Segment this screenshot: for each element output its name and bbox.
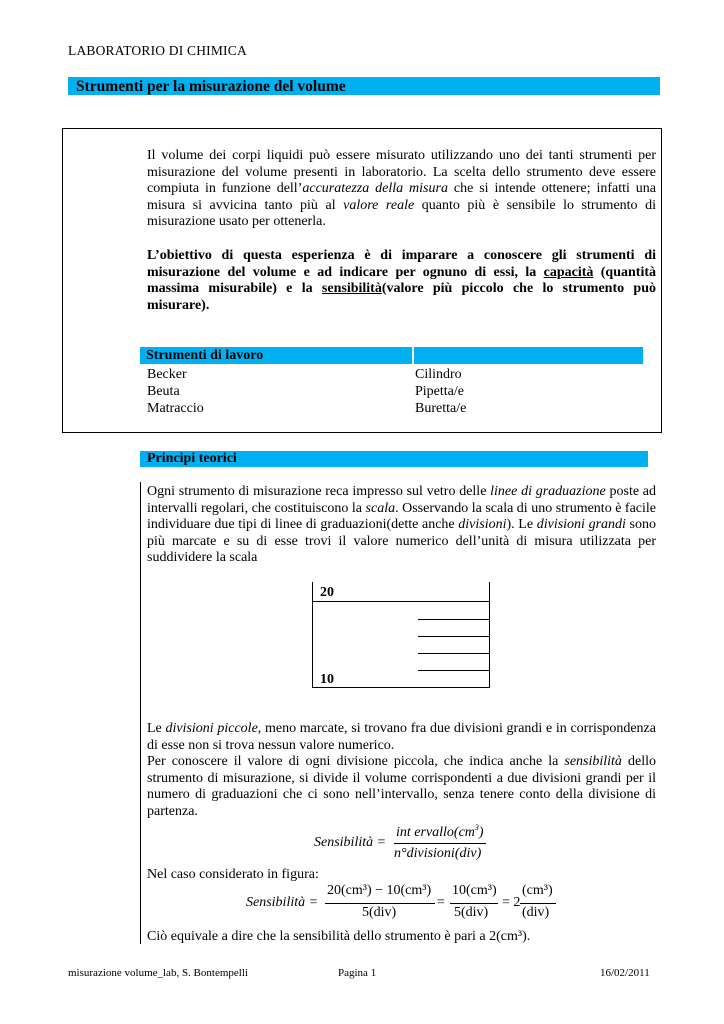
scale-right-edge-top bbox=[489, 582, 490, 601]
tools-header-bar bbox=[140, 347, 643, 364]
scale-minor-line bbox=[418, 653, 490, 654]
footer-date: 16/02/2011 bbox=[600, 967, 650, 979]
scale-left-edge bbox=[312, 582, 313, 688]
principles-paragraph-1: Ogni strumento di misurazione reca impresso sul vetro delle linee di graduazione poste ad intervalli regolari, che costituiscono la scala. Osservando la scala di uno strumento è facile individuare due tipi di linee di graduazioni(dette anche divisioni). Le divisioni grandi sono più marcate e su di esse trovi il valore numerico dell’unità di misura utilizzata per suddividere la scala bbox=[147, 484, 657, 565]
scale-minor-line bbox=[418, 636, 490, 637]
scale-major-line-bottom bbox=[312, 687, 490, 688]
tools-column-separator bbox=[412, 347, 414, 364]
tool-item: Buretta/e bbox=[415, 401, 467, 416]
example-denominator-1: 5(div) bbox=[362, 905, 397, 920]
intro-paragraph-1: Il volume dei corpi liquidi può essere misurato utilizzando uno dei tanti strumenti per misurazione del volume presenti in laboratorio. La scelta dello strumento deve essere compiuta in funzione dell’accuratezza della misura che si intende ottenere; infatti una misura si avvicina tanto più al valore reale quanto più è sensibile lo strumento di misurazione usato per ottenerla. bbox=[147, 148, 657, 229]
graduation-scale-figure bbox=[312, 582, 490, 688]
footer-left: misurazione volume_lab, S. Bontempelli bbox=[68, 967, 248, 979]
scale-label-bottom: 10 bbox=[320, 672, 334, 687]
principles-paragraph-2: Le divisioni piccole, meno marcate, si trovano fra due divisioni grandi e in corrispondenza di esse non si trova nessun valore numerico. Per conoscere il valore di ogni divisione piccola, che indica anche la sensibilità dello strumento di misurazione, si divide il volume corrispondenti a due divisioni grandi per il numero di graduazioni che ci sono nell’intervallo, senza tenere conto della divisione di partenza. bbox=[147, 721, 656, 819]
principles-title: Principi teorici bbox=[147, 451, 237, 466]
tool-item: Cilindro bbox=[415, 367, 462, 382]
example-fraction-line-2 bbox=[450, 903, 498, 904]
example-fraction-line-3 bbox=[520, 903, 556, 904]
example-denominator-2: 5(div) bbox=[454, 905, 489, 920]
principles-header-bar bbox=[140, 451, 648, 467]
tools-title: Strumenti di lavoro bbox=[146, 348, 264, 363]
example-numerator-1: 20(cm³) − 10(cm³) bbox=[327, 883, 432, 898]
case-text: Nel caso considerato in figura: bbox=[147, 867, 319, 882]
formula-lhs: Sensibilità = bbox=[314, 835, 387, 850]
scale-label-top: 20 bbox=[320, 585, 334, 600]
tool-item: Beuta bbox=[147, 384, 180, 399]
scale-major-line-top bbox=[312, 601, 490, 602]
section-title: Strumenti per la misurazione del volume bbox=[76, 78, 346, 95]
scale-right-edge bbox=[489, 601, 490, 688]
formula-numerator: int $ervallo(cm^3)$ bbox=[396, 823, 484, 840]
section-title-bar bbox=[68, 77, 660, 96]
example-numerator-2: 10(cm³) bbox=[452, 883, 497, 898]
objective-paragraph: L’obiettivo di questa esperienza è di imparare a conoscere gli strumenti di misurazione del volume e ad indicare per ognuno di essi, la capacità (quantità massima misurabile) e la sensibilità(valore più piccolo che lo strumento può misurare). bbox=[147, 248, 657, 313]
example-unit-numerator: (cm³) bbox=[522, 883, 553, 898]
tool-item: Matraccio bbox=[147, 401, 204, 416]
section-left-rule bbox=[140, 482, 141, 944]
example-fraction-line-1 bbox=[325, 903, 435, 904]
conclusion-text: Ciò equivale a dire che la sensibilità dello strumento è pari a 2(cm³). bbox=[147, 929, 531, 944]
document-header: LABORATORIO DI CHIMICA bbox=[68, 43, 247, 58]
tool-item: Pipetta/e bbox=[415, 384, 464, 399]
formula-fraction-line bbox=[394, 843, 486, 844]
footer-page-number: Pagina 1 bbox=[338, 967, 377, 979]
scale-minor-line bbox=[418, 670, 490, 671]
tool-item: Becker bbox=[147, 367, 187, 382]
example-result: = 2 bbox=[502, 895, 521, 910]
example-lhs: Sensibilità = bbox=[246, 895, 319, 910]
example-unit-denominator: (div) bbox=[522, 905, 550, 920]
scale-minor-line bbox=[418, 619, 490, 620]
formula-denominator: n°divisioni(div) bbox=[394, 846, 482, 861]
